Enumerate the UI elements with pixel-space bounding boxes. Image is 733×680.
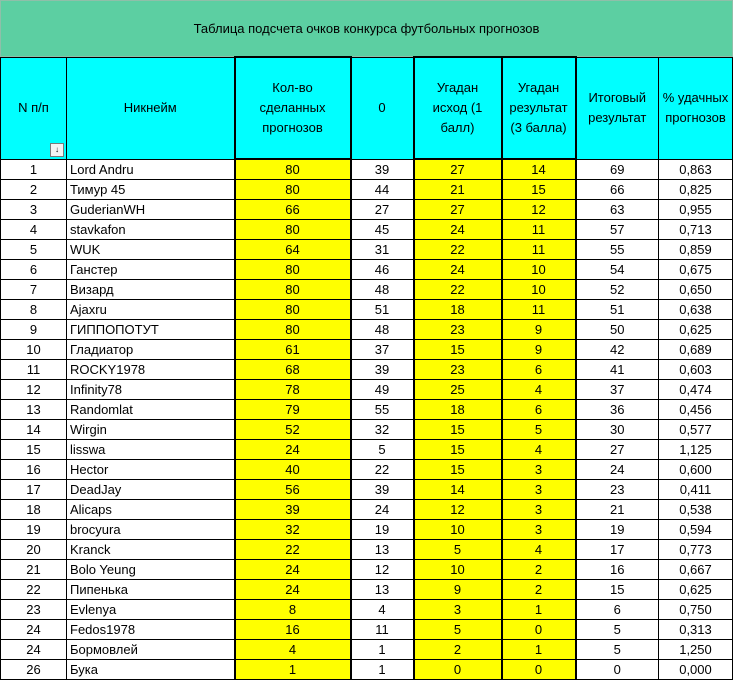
cell-predictions-count[interactable]: 24 xyxy=(235,580,351,600)
cell-row-number[interactable]: 22 xyxy=(1,580,67,600)
cell-total-result[interactable]: 42 xyxy=(576,340,659,360)
cell-score-guessed[interactable]: 12 xyxy=(502,200,576,220)
cell-score-guessed[interactable]: 3 xyxy=(502,480,576,500)
cell-total-result[interactable]: 50 xyxy=(576,320,659,340)
cell-success-percent[interactable]: 0,625 xyxy=(659,580,733,600)
cell-predictions-count[interactable]: 24 xyxy=(235,560,351,580)
sort-filter-icon[interactable]: ↓​ xyxy=(50,143,64,157)
cell-predictions-count[interactable]: 32 xyxy=(235,520,351,540)
cell-outcome-guessed[interactable]: 15 xyxy=(414,340,502,360)
cell-zero-count[interactable]: 49 xyxy=(351,380,414,400)
cell-outcome-guessed[interactable]: 15 xyxy=(414,440,502,460)
cell-zero-count[interactable]: 1 xyxy=(351,640,414,660)
table-row xyxy=(1,180,733,200)
cell-outcome-guessed[interactable]: 27 xyxy=(414,200,502,220)
cell-score-guessed[interactable]: 4 xyxy=(502,440,576,460)
cell-row-number[interactable]: 5 xyxy=(1,240,67,260)
table-row xyxy=(1,480,733,500)
cell-outcome-guessed[interactable]: 14 xyxy=(414,480,502,500)
cell-outcome-guessed[interactable]: 0 xyxy=(414,660,502,680)
cell-total-result[interactable]: 55 xyxy=(576,240,659,260)
header-success-percent: % удачных прогнозов xyxy=(659,57,733,159)
cell-row-number[interactable]: 8 xyxy=(1,300,67,320)
cell-zero-count[interactable]: 24 xyxy=(351,500,414,520)
header-zero: 0 xyxy=(351,57,414,159)
cell-score-guessed[interactable]: 15 xyxy=(502,180,576,200)
cell-predictions-count[interactable]: 80 xyxy=(235,159,351,180)
cell-success-percent[interactable]: 0,713 xyxy=(659,220,733,240)
cell-zero-count[interactable]: 48 xyxy=(351,320,414,340)
cell-total-result[interactable]: 37 xyxy=(576,380,659,400)
cell-predictions-count[interactable]: 8 xyxy=(235,600,351,620)
cell-zero-count[interactable]: 11 xyxy=(351,620,414,640)
table-row xyxy=(1,420,733,440)
cell-success-percent[interactable]: 0,955 xyxy=(659,200,733,220)
cell-total-result[interactable]: 21 xyxy=(576,500,659,520)
cell-nickname[interactable]: Hector xyxy=(67,460,235,480)
cell-nickname[interactable]: Бормовлей xyxy=(67,640,235,660)
cell-predictions-count[interactable]: 80 xyxy=(235,180,351,200)
cell-zero-count[interactable]: 12 xyxy=(351,560,414,580)
cell-row-number[interactable]: 13 xyxy=(1,400,67,420)
cell-nickname[interactable]: Fedos1978 xyxy=(67,620,235,640)
cell-success-percent[interactable]: 0,456 xyxy=(659,400,733,420)
table-title: Таблица подсчета очков конкурса футбольных прогнозов xyxy=(0,0,733,57)
cell-success-percent[interactable]: 0,773 xyxy=(659,540,733,560)
cell-predictions-count[interactable]: 40 xyxy=(235,460,351,480)
header-number[interactable] xyxy=(1,57,67,159)
cell-zero-count[interactable]: 27 xyxy=(351,200,414,220)
table-row xyxy=(1,500,733,520)
cell-predictions-count[interactable]: 80 xyxy=(235,320,351,340)
cell-zero-count[interactable]: 5 xyxy=(351,440,414,460)
cell-nickname[interactable]: Тимур 45 xyxy=(67,180,235,200)
cell-predictions-count[interactable]: 56 xyxy=(235,480,351,500)
cell-zero-count[interactable]: 44 xyxy=(351,180,414,200)
table-row xyxy=(1,580,733,600)
cell-nickname[interactable]: Бука xyxy=(67,660,235,680)
cell-row-number[interactable]: 23 xyxy=(1,600,67,620)
cell-zero-count[interactable]: 31 xyxy=(351,240,414,260)
table-row xyxy=(1,540,733,560)
cell-outcome-guessed[interactable]: 15 xyxy=(414,420,502,440)
cell-outcome-guessed[interactable]: 23 xyxy=(414,360,502,380)
cell-total-result[interactable]: 36 xyxy=(576,400,659,420)
cell-predictions-count[interactable]: 80 xyxy=(235,300,351,320)
cell-nickname[interactable]: ROCKY1978 xyxy=(67,360,235,380)
cell-outcome-guessed[interactable]: 24 xyxy=(414,220,502,240)
cell-row-number[interactable]: 1 xyxy=(1,159,67,180)
cell-row-number[interactable]: 12 xyxy=(1,380,67,400)
cell-total-result[interactable]: 69 xyxy=(576,159,659,180)
cell-total-result[interactable]: 17 xyxy=(576,540,659,560)
cell-success-percent[interactable]: 0,538 xyxy=(659,500,733,520)
cell-predictions-count[interactable]: 79 xyxy=(235,400,351,420)
cell-score-guessed[interactable]: 0 xyxy=(502,660,576,680)
cell-zero-count[interactable]: 1 xyxy=(351,660,414,680)
cell-nickname[interactable]: DeadJay xyxy=(67,480,235,500)
cell-total-result[interactable]: 6 xyxy=(576,600,659,620)
cell-success-percent[interactable]: 0,474 xyxy=(659,380,733,400)
cell-score-guessed[interactable]: 14 xyxy=(502,159,576,180)
cell-outcome-guessed[interactable]: 3 xyxy=(414,600,502,620)
cell-outcome-guessed[interactable]: 24 xyxy=(414,260,502,280)
table-row xyxy=(1,440,733,460)
cell-success-percent[interactable]: 0,859 xyxy=(659,240,733,260)
cell-outcome-guessed[interactable]: 21 xyxy=(414,180,502,200)
cell-row-number[interactable]: 3 xyxy=(1,200,67,220)
table-row xyxy=(1,280,733,300)
cell-nickname[interactable]: Ганстер xyxy=(67,260,235,280)
cell-outcome-guessed[interactable]: 22 xyxy=(414,240,502,260)
cell-total-result[interactable]: 57 xyxy=(576,220,659,240)
cell-total-result[interactable]: 5 xyxy=(576,640,659,660)
cell-nickname[interactable]: Гладиатор xyxy=(67,340,235,360)
cell-nickname[interactable]: Bolo Yeung xyxy=(67,560,235,580)
table-row xyxy=(1,320,733,340)
cell-score-guessed[interactable]: 4 xyxy=(502,380,576,400)
cell-outcome-guessed[interactable]: 5 xyxy=(414,540,502,560)
cell-zero-count[interactable]: 37 xyxy=(351,340,414,360)
cell-zero-count[interactable]: 55 xyxy=(351,400,414,420)
header-number-label: N п/п xyxy=(18,100,49,115)
cell-outcome-guessed[interactable]: 18 xyxy=(414,400,502,420)
cell-total-result[interactable]: 19 xyxy=(576,520,659,540)
cell-total-result[interactable]: 0 xyxy=(576,660,659,680)
cell-zero-count[interactable]: 22 xyxy=(351,460,414,480)
cell-predictions-count[interactable]: 68 xyxy=(235,360,351,380)
cell-outcome-guessed[interactable]: 25 xyxy=(414,380,502,400)
cell-total-result[interactable]: 54 xyxy=(576,260,659,280)
cell-score-guessed[interactable]: 2 xyxy=(502,580,576,600)
table-row xyxy=(1,220,733,240)
results-table xyxy=(0,56,733,680)
cell-success-percent[interactable]: 0,577 xyxy=(659,420,733,440)
cell-total-result[interactable]: 23 xyxy=(576,480,659,500)
table-row xyxy=(1,260,733,280)
table-row xyxy=(1,400,733,420)
cell-nickname[interactable]: WUK xyxy=(67,240,235,260)
cell-nickname[interactable]: Alicaps xyxy=(67,500,235,520)
cell-predictions-count[interactable]: 66 xyxy=(235,200,351,220)
cell-score-guessed[interactable]: 9 xyxy=(502,340,576,360)
table-row xyxy=(1,620,733,640)
cell-zero-count[interactable]: 32 xyxy=(351,420,414,440)
cell-total-result[interactable]: 24 xyxy=(576,460,659,480)
cell-nickname[interactable]: Evlenya xyxy=(67,600,235,620)
table-row xyxy=(1,240,733,260)
cell-success-percent[interactable]: 0,825 xyxy=(659,180,733,200)
cell-outcome-guessed[interactable]: 12 xyxy=(414,500,502,520)
cell-predictions-count[interactable]: 80 xyxy=(235,280,351,300)
cell-total-result[interactable]: 16 xyxy=(576,560,659,580)
cell-total-result[interactable]: 41 xyxy=(576,360,659,380)
cell-row-number[interactable]: 21 xyxy=(1,560,67,580)
cell-score-guessed[interactable]: 1 xyxy=(502,600,576,620)
cell-nickname[interactable]: GuderianWH xyxy=(67,200,235,220)
cell-total-result[interactable]: 63 xyxy=(576,200,659,220)
cell-nickname[interactable]: Ajaxru xyxy=(67,300,235,320)
cell-nickname[interactable]: Wirgin xyxy=(67,420,235,440)
table-row xyxy=(1,159,733,180)
cell-success-percent[interactable]: 0,313 xyxy=(659,620,733,640)
cell-zero-count[interactable]: 45 xyxy=(351,220,414,240)
cell-score-guessed[interactable]: 10 xyxy=(502,280,576,300)
cell-predictions-count[interactable]: 61 xyxy=(235,340,351,360)
header-outcome-guessed: Угадан исход (1 балл) xyxy=(414,57,502,159)
table-row xyxy=(1,300,733,320)
cell-nickname[interactable]: Infinity78 xyxy=(67,380,235,400)
cell-outcome-guessed[interactable]: 27 xyxy=(414,159,502,180)
cell-nickname[interactable]: Kranck xyxy=(67,540,235,560)
cell-nickname[interactable]: ГИППОПОТУТ xyxy=(67,320,235,340)
cell-success-percent[interactable]: 0,000 xyxy=(659,660,733,680)
cell-nickname[interactable]: Визард xyxy=(67,280,235,300)
cell-outcome-guessed[interactable]: 2 xyxy=(414,640,502,660)
table-row xyxy=(1,560,733,580)
cell-total-result[interactable]: 15 xyxy=(576,580,659,600)
cell-predictions-count[interactable]: 24 xyxy=(235,440,351,460)
cell-score-guessed[interactable]: 3 xyxy=(502,500,576,520)
cell-predictions-count[interactable]: 80 xyxy=(235,260,351,280)
cell-success-percent[interactable]: 0,603 xyxy=(659,360,733,380)
cell-row-number[interactable]: 2 xyxy=(1,180,67,200)
cell-score-guessed[interactable]: 3 xyxy=(502,460,576,480)
cell-success-percent[interactable]: 0,411 xyxy=(659,480,733,500)
cell-predictions-count[interactable]: 39 xyxy=(235,500,351,520)
cell-row-number[interactable]: 6 xyxy=(1,260,67,280)
cell-predictions-count[interactable]: 52 xyxy=(235,420,351,440)
cell-zero-count[interactable]: 39 xyxy=(351,480,414,500)
cell-predictions-count[interactable]: 22 xyxy=(235,540,351,560)
cell-score-guessed[interactable]: 6 xyxy=(502,400,576,420)
cell-row-number[interactable]: 16 xyxy=(1,460,67,480)
cell-row-number[interactable]: 24 xyxy=(1,620,67,640)
cell-success-percent[interactable]: 0,638 xyxy=(659,300,733,320)
cell-nickname[interactable]: Lord Andru xyxy=(67,159,235,180)
cell-zero-count[interactable]: 39 xyxy=(351,360,414,380)
cell-outcome-guessed[interactable]: 10 xyxy=(414,520,502,540)
cell-success-percent[interactable]: 0,675 xyxy=(659,260,733,280)
cell-total-result[interactable]: 52 xyxy=(576,280,659,300)
cell-success-percent[interactable]: 0,625 xyxy=(659,320,733,340)
cell-score-guessed[interactable]: 10 xyxy=(502,260,576,280)
cell-zero-count[interactable]: 46 xyxy=(351,260,414,280)
cell-success-percent[interactable]: 0,863 xyxy=(659,159,733,180)
cell-nickname[interactable]: Пипенька xyxy=(67,580,235,600)
cell-outcome-guessed[interactable]: 23 xyxy=(414,320,502,340)
table-row xyxy=(1,660,733,680)
cell-success-percent[interactable]: 1,250 xyxy=(659,640,733,660)
cell-zero-count[interactable]: 48 xyxy=(351,280,414,300)
table-row xyxy=(1,460,733,480)
cell-row-number[interactable]: 14 xyxy=(1,420,67,440)
cell-row-number[interactable]: 19 xyxy=(1,520,67,540)
cell-zero-count[interactable]: 19 xyxy=(351,520,414,540)
cell-zero-count[interactable]: 39 xyxy=(351,159,414,180)
cell-outcome-guessed[interactable]: 5 xyxy=(414,620,502,640)
header-row xyxy=(1,57,733,159)
cell-predictions-count[interactable]: 78 xyxy=(235,380,351,400)
header-total-result: Итоговый результат xyxy=(576,57,659,159)
table-body xyxy=(1,159,733,680)
cell-score-guessed[interactable]: 5 xyxy=(502,420,576,440)
cell-zero-count[interactable]: 13 xyxy=(351,540,414,560)
cell-total-result[interactable]: 66 xyxy=(576,180,659,200)
cell-success-percent[interactable]: 1,125 xyxy=(659,440,733,460)
cell-total-result[interactable]: 5 xyxy=(576,620,659,640)
cell-nickname[interactable]: stavkafon xyxy=(67,220,235,240)
cell-outcome-guessed[interactable]: 18 xyxy=(414,300,502,320)
cell-score-guessed[interactable]: 11 xyxy=(502,220,576,240)
table-row xyxy=(1,520,733,540)
cell-row-number[interactable]: 4 xyxy=(1,220,67,240)
cell-success-percent[interactable]: 0,650 xyxy=(659,280,733,300)
cell-row-number[interactable]: 18 xyxy=(1,500,67,520)
cell-score-guessed[interactable]: 4 xyxy=(502,540,576,560)
cell-row-number[interactable]: 9 xyxy=(1,320,67,340)
cell-predictions-count[interactable]: 16 xyxy=(235,620,351,640)
header-score-guessed: Угадан результат (3 балла) xyxy=(502,57,576,159)
table-row xyxy=(1,600,733,620)
cell-score-guessed[interactable]: 2 xyxy=(502,560,576,580)
header-predictions-count: Кол-во сделанных прогнозов xyxy=(235,57,351,159)
cell-predictions-count[interactable]: 64 xyxy=(235,240,351,260)
cell-score-guessed[interactable]: 0 xyxy=(502,620,576,640)
cell-total-result[interactable]: 30 xyxy=(576,420,659,440)
cell-success-percent[interactable]: 0,750 xyxy=(659,600,733,620)
table-row xyxy=(1,340,733,360)
table-row xyxy=(1,360,733,380)
cell-row-number[interactable]: 15 xyxy=(1,440,67,460)
header-nickname: Никнейм xyxy=(67,57,235,159)
cell-score-guessed[interactable]: 9 xyxy=(502,320,576,340)
cell-score-guessed[interactable]: 3 xyxy=(502,520,576,540)
table-row xyxy=(1,200,733,220)
cell-nickname[interactable]: brocyura xyxy=(67,520,235,540)
table-row xyxy=(1,640,733,660)
cell-score-guessed[interactable]: 6 xyxy=(502,360,576,380)
cell-success-percent[interactable]: 0,667 xyxy=(659,560,733,580)
cell-score-guessed[interactable]: 11 xyxy=(502,240,576,260)
cell-outcome-guessed[interactable]: 9 xyxy=(414,580,502,600)
table-row xyxy=(1,380,733,400)
cell-row-number[interactable]: 26 xyxy=(1,660,67,680)
cell-predictions-count[interactable]: 1 xyxy=(235,660,351,680)
cell-nickname[interactable]: lisswa xyxy=(67,440,235,460)
cell-outcome-guessed[interactable]: 15 xyxy=(414,460,502,480)
cell-row-number[interactable]: 10 xyxy=(1,340,67,360)
cell-success-percent[interactable]: 0,594 xyxy=(659,520,733,540)
cell-outcome-guessed[interactable]: 22 xyxy=(414,280,502,300)
cell-row-number[interactable]: 11 xyxy=(1,360,67,380)
cell-row-number[interactable]: 7 xyxy=(1,280,67,300)
cell-score-guessed[interactable]: 1 xyxy=(502,640,576,660)
cell-predictions-count[interactable]: 80 xyxy=(235,220,351,240)
cell-row-number[interactable]: 24 xyxy=(1,640,67,660)
cell-nickname[interactable]: Randomlat xyxy=(67,400,235,420)
cell-total-result[interactable]: 27 xyxy=(576,440,659,460)
cell-outcome-guessed[interactable]: 10 xyxy=(414,560,502,580)
cell-zero-count[interactable]: 13 xyxy=(351,580,414,600)
cell-zero-count[interactable]: 4 xyxy=(351,600,414,620)
cell-zero-count[interactable]: 51 xyxy=(351,300,414,320)
cell-predictions-count[interactable]: 4 xyxy=(235,640,351,660)
cell-score-guessed[interactable]: 11 xyxy=(502,300,576,320)
cell-row-number[interactable]: 20 xyxy=(1,540,67,560)
cell-success-percent[interactable]: 0,600 xyxy=(659,460,733,480)
cell-row-number[interactable]: 17 xyxy=(1,480,67,500)
cell-success-percent[interactable]: 0,689 xyxy=(659,340,733,360)
cell-total-result[interactable]: 51 xyxy=(576,300,659,320)
